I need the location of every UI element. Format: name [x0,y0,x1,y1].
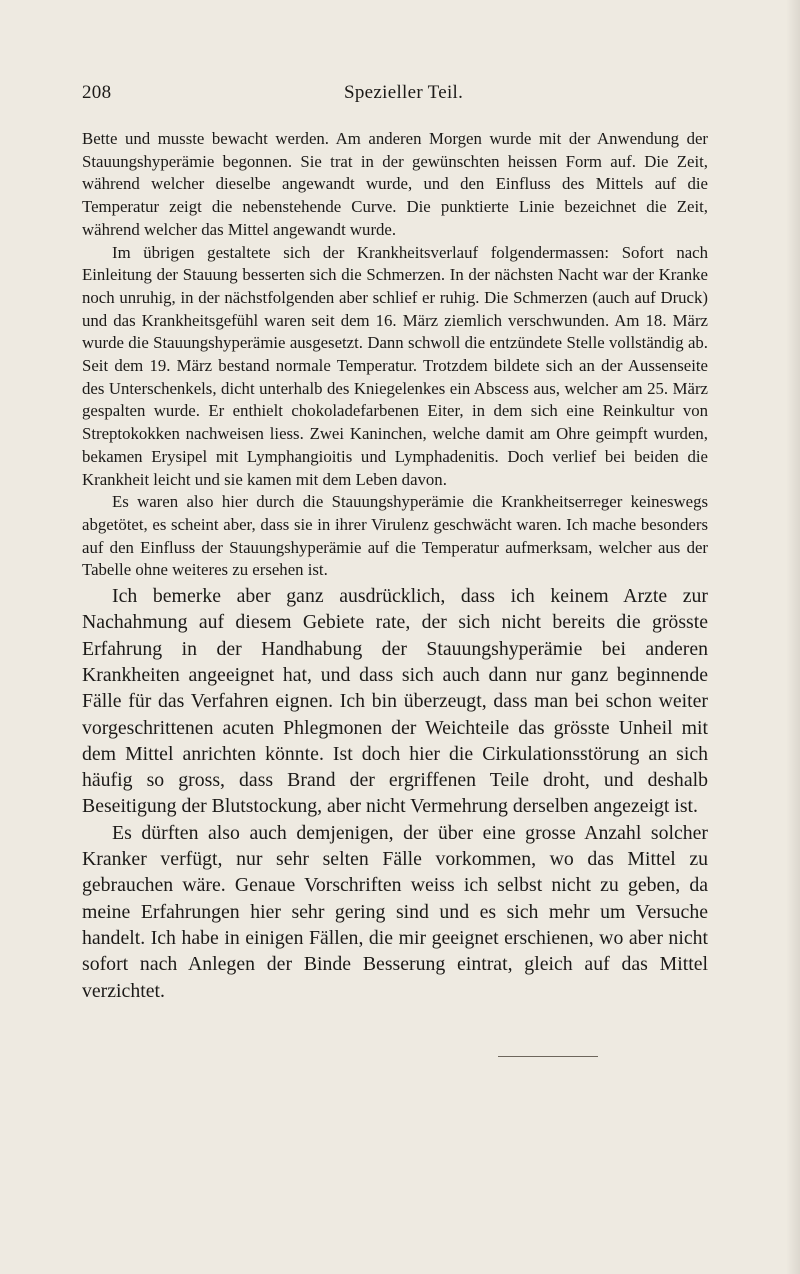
page-number: 208 [82,82,112,103]
paragraph-disease-course: Im übrigen gestaltete sich der Krankheitsverlauf folgendermassen: Sofort nach Einleitung der Stauung besserten sich die Schmerzen. In der nächsten Nacht war der Kranke noch unruhig, in der nächstfolgenden aber schlief er ruhig. Die Schmerzen (auch auf Druck) und das Krankheitsgefühl waren seit dem 16. März ziemlich verschwunden. Am 18. März wurde die Stauungshyperämie ausgesetzt. Dann schwoll die entzündete Stelle vollständig ab. Seit dem 19. März bestand normale Temperatur. Trotzdem bildete sich an der Aussenseite des Unterschenkels, dicht unterhalb des Kniegelenkes ein Abscess aus, welcher am 25. März gespalten wurde. Er enthielt chokoladefarbenen Eiter, in dem sich eine Reinkultur von Streptokokken nachweisen liess. Zwei Kaninchen, welche damit am Ohre geimpft wurden, bekamen Erysipel mit Lymphangioitis und Lymphadenitis. Doch verlief bei beiden die Krankheit leicht und sie kamen mit dem Leben davon. [82,242,708,489]
case-report-section [82,128,708,582]
page-header [82,82,708,108]
page-edge-shadow [786,0,800,1274]
paragraph-conclusion: Es dürften also auch demjenigen, der über eine grosse Anzahl solcher Kranker verfügt, nur sehr selten Fälle vorkommen, wo das Mittel zu gebrauchen wäre. Genaue Vorschriften weiss ich selbst nicht zu geben, da meine Erfahrungen hier sehr gering sind und es sich mehr um Versuche handelt. Ich habe in einigen Fällen, die mir geeignet erschienen, wo aber nicht sofort nach Anlegen der Binde Besserung eintrat, gleich auf das Mittel verzichtet. [82,821,708,1002]
paragraph-warning: Ich bemerke aber ganz ausdrücklich, dass ich keinem Arzte zur Nachahmung auf diesem Gebiete rate, der sich nicht bereits die grösste Erfahrung in der Handhabung der Stauungshyperämie bei anderen Krankheiten angeeignet hat, und dass sich auch dann nur ganz beginnende Fälle für das Verfahren eignen. Ich bin überzeugt, dass man bei schon weiter vorgeschrittenen acuten Phlegmonen der Weichteile das grösste Unheil mit dem Mittel anrichten könnte. Ist doch hier die Cirkulationsstörung an sich häufig so gross, dass Brand der ergriffenen Teile droht, und deshalb Beseitigung der Blutstockung, aber nicht Vermehrung derselben angezeigt ist. [82,585,708,818]
discussion-section [82,583,708,1004]
body-text [82,128,708,1004]
footer-rule [498,1056,598,1057]
paragraph-case-continuation: Bette und musste bewacht werden. Am anderen Morgen wurde mit der Anwendung der Stauungshyperämie begonnen. Sie trat in der gewünschten heissen Form auf. Die Zeit, während welcher dieselbe angewandt wurde, und den Einfluss des Mittels auf die Temperatur zeigt die nebenstehende Curve. Die punktierte Linie bezeichnet die Zeit, während welcher das Mittel angewandt wurde. [82,129,708,239]
running-title: Spezieller Teil. [344,82,464,103]
paragraph-pathogen-virulence: Es waren also hier durch die Stauungshyperämie die Krankheitserreger keineswegs abgetötet, es scheint aber, dass sie in ihrer Virulenz geschwächt waren. Ich mache besonders auf den Einfluss der Stauungshyperämie auf die Temperatur aufmerksam, welcher aus der Tabelle ohne weiteres zu ersehen ist. [82,492,708,580]
